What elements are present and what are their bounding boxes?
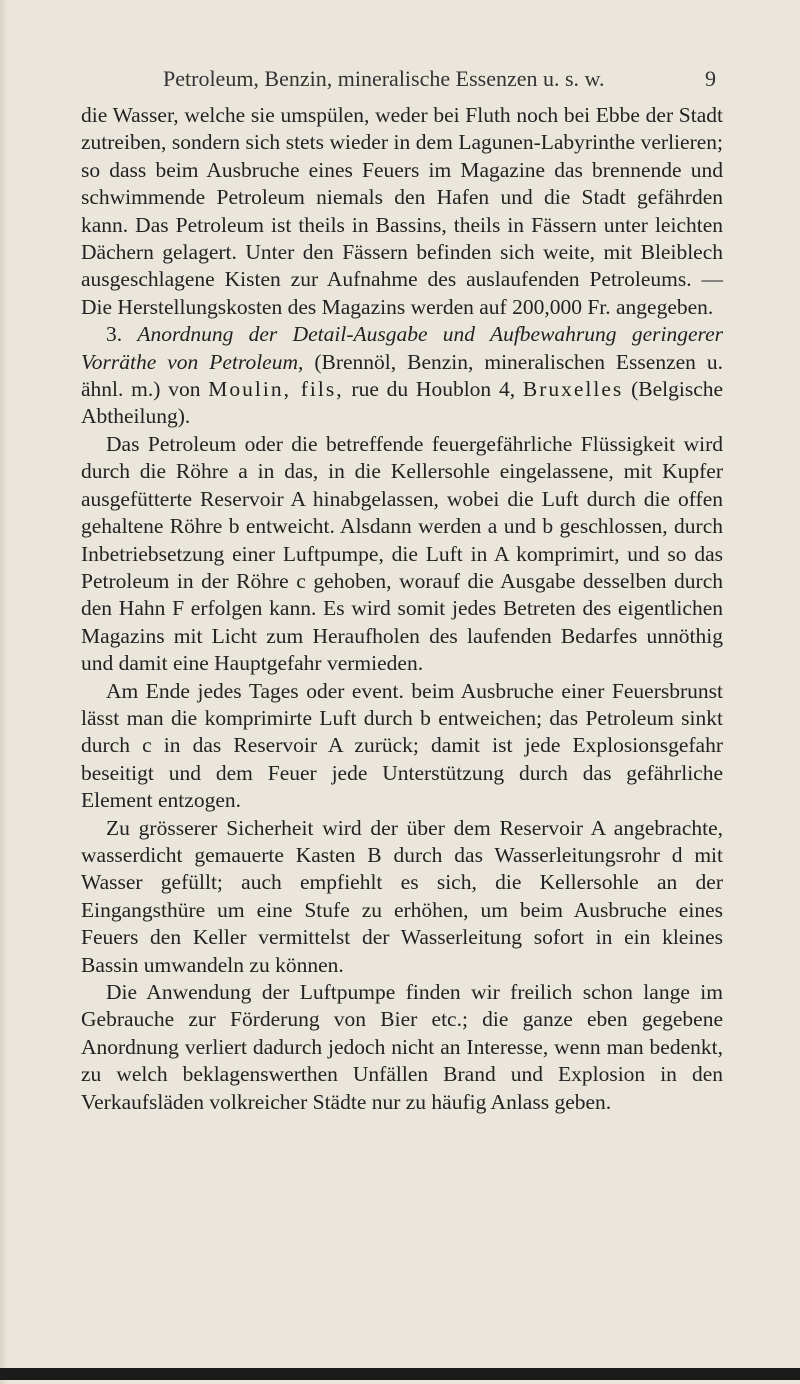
paragraph-2 — [81, 321, 723, 431]
section-number: 3. — [106, 322, 123, 347]
paragraph-3: Das Petroleum oder die betreffende feuergefährliche Flüssigkeit wird durch die Röhre a in das, in die Kellersohle eingelassene, mit Kupfer ausgefütterte Reservoir A hinabgelassen, wobei die Luft durch die offen gehaltene Röhre b entweicht. Alsdann werden a und b geschlossen, durch Inbetriebsetzung einer Luftpumpe, die Luft in A komprimirt, und so das Petroleum in der Röhre c gehoben, worauf die Ausgabe desselben durch den Hahn F erfolgen kann. Es wird somit jedes Betreten des eigentlichen Magazins mit Licht zum Heraufholen des laufenden Bedarfes unnöthig und damit eine Hauptgefahr vermieden. — [81, 431, 723, 676]
bottom-edge — [0, 1368, 800, 1380]
page-number: 9 — [705, 66, 716, 91]
body-text — [81, 102, 723, 1116]
paragraph-6: Die Anwendung der Luftpumpe finden wir freilich schon lange im Gebrauche zur Förderung von Bier etc.; die ganze eben gegebene Anordnung verliert dadurch jedoch nicht an Interesse, wenn man bedenkt, zu welch beklagenswerthen Unfällen Brand und Explosion in den Verkaufsläden volkreicher Städte nur zu häufig Anlass geben. — [81, 980, 723, 1114]
paragraph-4: Am Ende jedes Tages oder event. beim Ausbruche einer Feuersbrunst lässt man die komprimirte Luft durch b entweichen; das Petroleum sinkt durch c in das Reservoir A zurück; damit ist jede Explosionsgefahr beseitigt und dem Feuer jede Unterstützung durch das gefährliche Element entzogen. — [81, 678, 723, 813]
section-text-a: (Brennöl, Benzin, mineralischen Essenzen u. ähnl. m.) von — [81, 349, 723, 402]
page-header — [163, 66, 723, 96]
running-title: Petroleum, Benzin, mineralische Essenzen u. s. w. — [163, 66, 605, 91]
binding-edge — [0, 0, 8, 1384]
firm-name: Moulin, fils, — [208, 377, 344, 402]
paragraph-1: die Wasser, welche sie umspülen, weder bei Fluth noch bei Ebbe der Stadt zutreiben, sondern sich stets wieder in dem Lagunen-Labyrinthe verlieren; so dass beim Ausbruche eines Feuers im Magazine das brennende und schwimmende Petroleum niemals den Hafen und die Stadt gefährden kann. Das Petroleum ist theils in Bassins, theils in Fässern unter leichten Dächern gelagert. Unter den Fässern befinden sich weite, mit Bleiblech ausgeschlagene Kisten zur Aufnahme des auslaufenden Petroleums. — Die Herstellungskosten des Magazins werden auf 200,000 Fr. angegeben. — [81, 103, 723, 319]
city-name: Bruxelles — [522, 377, 624, 402]
section-text-c: (Belgische Abtheilung). — [81, 377, 724, 429]
section-title: Anordnung der Detail-Ausgabe und Aufbewahrung geringerer Vorräthe von Petroleum, — [81, 322, 723, 374]
section-text-b: rue du Houblon 4, — [351, 377, 516, 402]
paragraph-5: Zu grösserer Sicherheit wird der über dem Reservoir A angebrachte, wasserdicht gemauerte Kasten B durch das Wasserleitungsrohr d mit Wasser gefüllt; auch empfiehlt es sich, die Kellersohle an der Eingangsthüre um eine Stufe zu erhöhen, um beim Ausbruche eines Feuers den Keller vermittelst der Wasserleitung sofort in ein kleines Bassin umwandeln zu können. — [81, 815, 723, 977]
